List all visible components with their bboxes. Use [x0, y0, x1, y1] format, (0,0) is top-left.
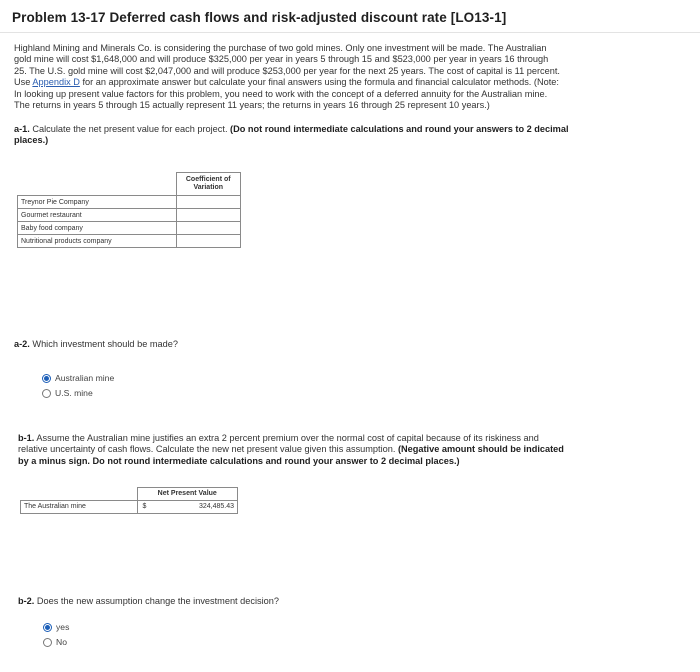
question-instruction: (Do not round intermediate calculations and round your answers to 2 decimal	[230, 124, 569, 134]
question-label: b-1.	[18, 433, 35, 443]
problem-title: Problem 13-17 Deferred cash flows and risk-adjusted discount rate [LO13-1]	[12, 10, 507, 25]
question-b1	[18, 433, 688, 467]
question-b2	[18, 596, 279, 607]
coefficient-table	[17, 172, 241, 248]
question-a1	[14, 124, 686, 147]
radio-selected-icon[interactable]	[43, 623, 52, 632]
question-text: Assume the Australian mine justifies an extra 2 percent premium over the normal cost of capital because of its riskiness and	[34, 433, 539, 443]
intro-text: for an approximate answer but calculate your final answers using the formula and financial calculator methods. (Note:	[79, 77, 559, 88]
question-text: Does the new assumption change the investment decision?	[34, 596, 279, 606]
problem-description	[14, 43, 686, 111]
question-label: b-2.	[18, 596, 35, 606]
b2-options	[43, 621, 69, 648]
row-label: Treynor Pie Company	[18, 196, 177, 209]
radio-label: No	[56, 637, 67, 647]
divider	[0, 32, 700, 33]
intro-line: gold mine will cost $1,648,000 and will produce $325,000 per year in years 5 through 15 and $523,000 per year in years 16 through	[14, 54, 549, 65]
intro-line: The returns in years 5 through 15 actually represent 11 years; the returns in years 16 through 25 represent 10 years.)	[14, 100, 490, 111]
intro-text: Use	[14, 77, 33, 88]
a2-options	[42, 372, 114, 399]
radio-label: U.S. mine	[55, 388, 93, 398]
radio-us-mine[interactable]	[42, 387, 114, 399]
coefficient-input[interactable]	[176, 235, 241, 248]
intro-line	[14, 77, 686, 88]
intro-line: Highland Mining and Minerals Co. is considering the purchase of two gold mines. Only one investment will be made. The Australian	[14, 43, 547, 53]
question-label: a-2.	[14, 339, 30, 349]
radio-no[interactable]	[43, 636, 69, 648]
radio-empty-icon[interactable]	[42, 389, 51, 398]
coefficient-input[interactable]	[176, 196, 241, 209]
npv-header: Net Present Value	[137, 488, 238, 501]
radio-label: Australian mine	[55, 373, 115, 383]
header-line: Variation	[193, 184, 224, 191]
coefficient-input[interactable]	[176, 222, 241, 235]
question-instruction: by a minus sign. Do not round intermediate calculations and round your answer to 2 decimal places.)	[18, 455, 460, 466]
intro-line: In looking up present value factors for this problem, you need to work with the concept of a deferred annuity for the Australian mine.	[14, 88, 548, 99]
row-label: The Australian mine	[21, 500, 138, 513]
question-label: a-1.	[14, 124, 30, 134]
radio-empty-icon[interactable]	[43, 638, 52, 647]
currency-symbol: $	[137, 500, 152, 513]
row-label: Nutritional products company	[18, 235, 177, 248]
blank-header-cell	[18, 173, 177, 196]
intro-line: 25. The U.S. gold mine will cost $2,047,000 and will produce $253,000 per year for the next 25 years. The cost of capital is 11 percent.	[14, 65, 560, 76]
npv-input[interactable]: 324,485.43	[152, 500, 238, 513]
blank-header-cell	[21, 488, 138, 501]
question-a2	[14, 339, 178, 350]
radio-selected-icon[interactable]	[42, 374, 51, 383]
row-label: Gourmet restaurant	[18, 209, 177, 222]
coefficient-header	[176, 173, 241, 196]
question-text: Calculate the net present value for each project.	[29, 124, 231, 134]
question-text: Which investment should be made?	[29, 339, 178, 349]
radio-australian-mine[interactable]	[42, 372, 114, 384]
question-text: relative uncertainty of cash flows. Calculate the new net present value given this assumption.	[18, 444, 398, 455]
coefficient-input[interactable]	[176, 209, 241, 222]
radio-yes[interactable]	[43, 621, 69, 633]
appendix-d-link[interactable]: Appendix D	[32, 77, 80, 88]
question-instruction: places.)	[14, 135, 49, 146]
row-label: Baby food company	[18, 222, 177, 235]
radio-label: yes	[56, 622, 70, 632]
npv-table	[20, 487, 238, 514]
question-instruction: (Negative amount should be indicated	[397, 444, 564, 455]
header-line: Coefficient of	[185, 176, 231, 183]
